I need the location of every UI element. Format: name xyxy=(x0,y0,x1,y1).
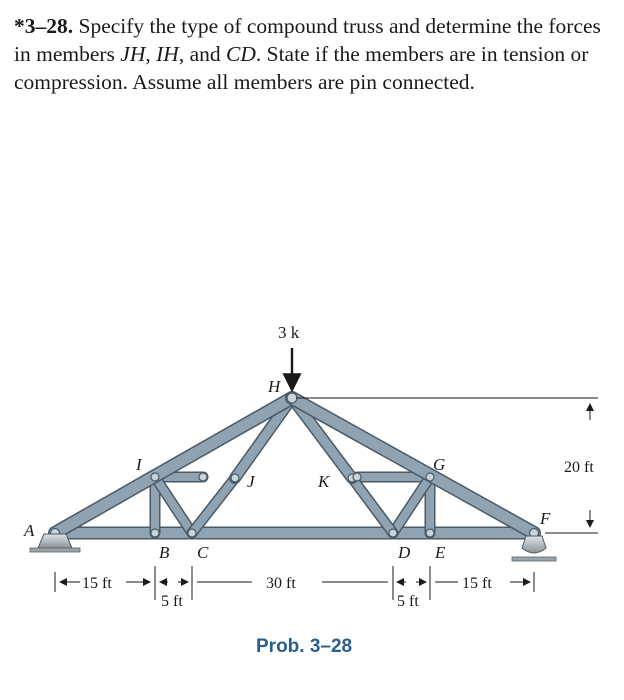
pin-h xyxy=(287,393,297,403)
label-e: E xyxy=(435,543,446,562)
label-f: F xyxy=(540,509,551,528)
label-d: D xyxy=(398,543,411,562)
dim-cd: 30 ft xyxy=(266,575,296,592)
member-jh: JH xyxy=(120,42,146,66)
pin-e xyxy=(426,529,434,537)
pin-g2 xyxy=(353,473,361,481)
dim-de: 5 ft xyxy=(397,593,419,610)
dim-ef: 15 ft xyxy=(462,575,492,592)
label-g: G xyxy=(433,455,446,474)
pin-i xyxy=(151,473,159,481)
truss-members xyxy=(55,398,534,533)
sep-2: , and xyxy=(178,42,226,66)
figure-caption: Prob. 3–28 xyxy=(256,636,353,657)
member-ih: IH xyxy=(156,42,179,66)
problem-number: *3–28. xyxy=(14,14,74,38)
member-top-chord-right xyxy=(292,398,534,533)
pin-c xyxy=(188,529,196,537)
pin-j xyxy=(231,474,239,482)
load-label: 3 k xyxy=(278,323,300,342)
dim-bc: 5 ft xyxy=(161,593,183,610)
pin-g xyxy=(426,473,434,481)
pin-b xyxy=(151,529,159,537)
label-b: B xyxy=(159,543,170,562)
pin-i2 xyxy=(199,473,207,481)
problem-text-1: Specify the type of compound truss and determine the forces in members xyxy=(14,14,601,66)
label-a: A xyxy=(24,521,35,540)
truss-pins xyxy=(51,393,539,538)
pin-d xyxy=(389,529,397,537)
sep-1: , xyxy=(145,42,157,66)
label-i: I xyxy=(136,455,142,474)
member-panel-right xyxy=(352,477,430,533)
dim-ab: 15 ft xyxy=(82,575,112,592)
label-h: H xyxy=(268,377,281,396)
label-k: K xyxy=(318,472,330,491)
member-panel-left xyxy=(155,477,235,533)
height-label: 20 ft xyxy=(564,459,594,476)
label-j: J xyxy=(247,472,255,491)
label-c: C xyxy=(197,543,209,562)
rocker-support-f xyxy=(512,536,556,561)
problem-text-2: . State if the members are in tension or compression. Assume all members are pin connected. xyxy=(14,42,589,94)
member-cd: CD xyxy=(225,42,256,66)
